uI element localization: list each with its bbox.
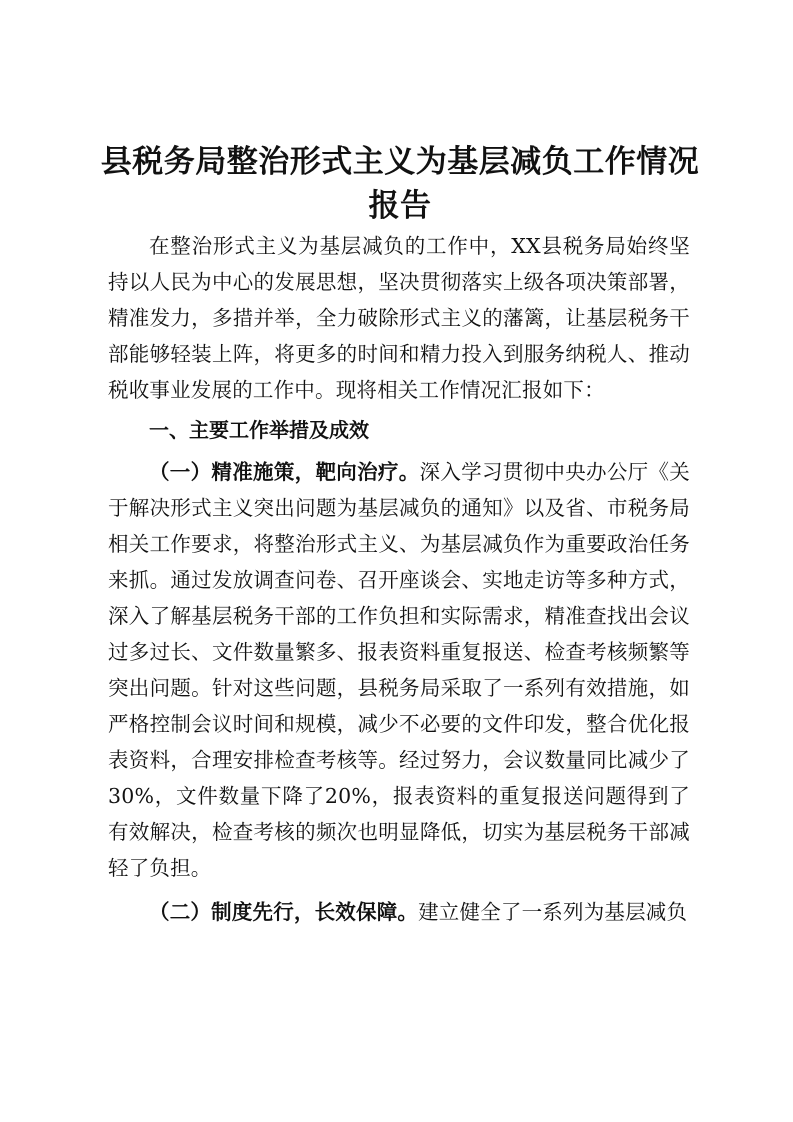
paragraph-item-2 bbox=[108, 894, 690, 930]
item-2-heading: （二）制度先行，长效保障。 bbox=[149, 900, 419, 924]
document-title: 县税务局整治形式主义为基层减负工作情况报告 bbox=[100, 144, 700, 224]
item-1-text: 深入学习贯彻中央办公厅《关于解决形式主义突出问题为基层减负的通知》以及省、市税务局相关工作要求，将整治形式主义、为基层减负作为重要政治任务来抓。通过发放调查问卷、召开座谈会、实地走访等多种方式，深入了解基层税务干部的工作负担和实际需求，精准查找出会议过多过长、文件数量繁多、报表资料重复报送、检查考核频繁等突出问题。针对这些问题，县税务局采取了一系列有效措施，如严格控制会议时间和规模，减少不必要的文件印发，整合优化报表资料，合理安排检查考核等。经过努力，会议数量同比减少了30%，文件数量下降了20%，报表资料的重复报送问题得到了有效解决，检查考核的频次也明显降低，切实为基层税务干部减轻了负担。 bbox=[108, 460, 690, 880]
item-1-heading: （一）精准施策，靶向治疗。 bbox=[149, 460, 420, 484]
paragraph-item-1 bbox=[108, 454, 690, 886]
document-body bbox=[108, 228, 690, 930]
section-heading-1: 一、主要工作举措及成效 bbox=[149, 418, 369, 442]
item-2-text: 建立健全了一系列为基层减负 bbox=[418, 900, 688, 924]
intro-paragraph: 在整治形式主义为基层减负的工作中，XX县税务局始终坚持以人民为中心的发展思想，坚决贯彻落实上级各项决策部署，精准发力，多措并举，全力破除形式主义的藩篱，让基层税务干部能够轻装上阵，将更多的时间和精力投入到服务纳税人、推动税收事业发展的工作中。现将相关工作情况汇报如下： bbox=[108, 234, 690, 402]
